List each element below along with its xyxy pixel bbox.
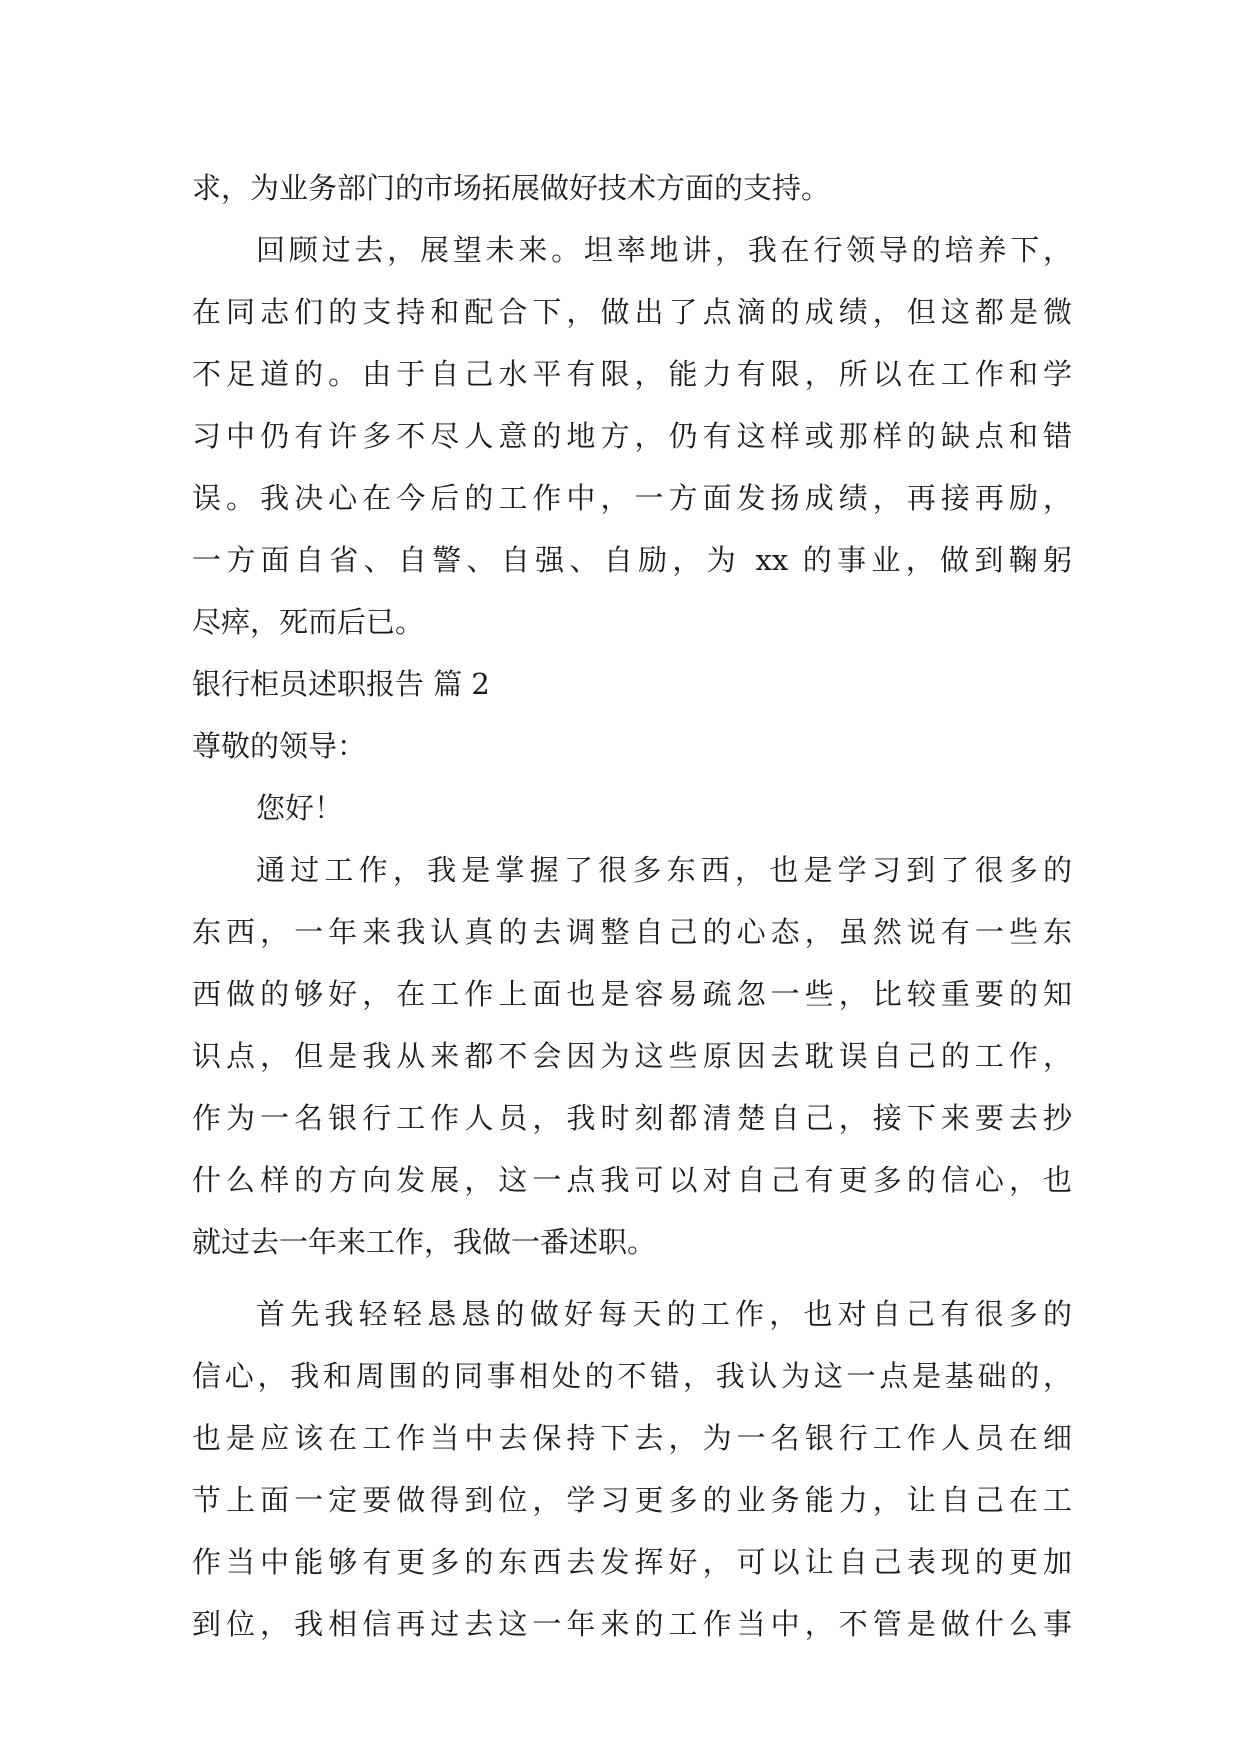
paragraph-line-5: 习中仍有许多不尽人意的地方，仍有这样或那样的缺点和错 (192, 419, 1072, 453)
section-heading: 银行柜员述职报告 篇 2 (192, 667, 490, 701)
paragraph-line-19: 首先我轻轻恳恳的做好每天的工作，也对自己有很多的 (256, 1297, 1072, 1331)
paragraph-line-20: 信心，我和周围的同事相处的不错，我认为这一点是基础的， (192, 1359, 1072, 1393)
paragraph-line-24: 到位，我相信再过去这一年来的工作当中，不管是做什么事 (192, 1607, 1072, 1641)
paragraph-line-17: 什么样的方向发展，这一点我可以对自己有更多的信心，也 (192, 1163, 1072, 1197)
paragraph-line-23: 作当中能够有更多的东西去发挥好，可以让自己表现的更加 (192, 1545, 1072, 1579)
paragraph-line-6: 误。我决心在今后的工作中，一方面发扬成绩，再接再励， (192, 481, 1072, 515)
paragraph-line-21: 也是应该在工作当中去保持下去，为一名银行工作人员在细 (192, 1421, 1072, 1455)
paragraph-line-3: 在同志们的支持和配合下，做出了点滴的成绩，但这都是微 (192, 295, 1072, 329)
paragraph-line-13: 东西，一年来我认真的去调整自己的心态，虽然说有一些东 (192, 915, 1072, 949)
paragraph-line-15: 识点，但是我从来都不会因为这些原因去耽误自己的工作， (192, 1039, 1072, 1073)
paragraph-line-14: 西做的够好，在工作上面也是容易疏忽一些，比较重要的知 (192, 977, 1072, 1011)
paragraph-line-8: 尽瘁，死而后已。 (192, 605, 425, 639)
paragraph-line-7: 一方面自省、自警、自强、自励，为 xx 的事业，做到鞠躬 (192, 543, 1072, 577)
paragraph-line-18: 就过去一年来工作，我做一番述职。 (192, 1225, 657, 1259)
paragraph-line-16: 作为一名银行工作人员，我时刻都清楚自己，接下来要去抄 (192, 1101, 1072, 1135)
paragraph-line-1: 求，为业务部门的市场拓展做好技术方面的支持。 (192, 171, 831, 205)
paragraph-line-12: 通过工作，我是掌握了很多东西，也是学习到了很多的 (256, 853, 1072, 887)
salutation: 尊敬的领导： (192, 729, 367, 763)
greeting: 您好！ (256, 791, 344, 825)
paragraph-line-22: 节上面一定要做得到位，学习更多的业务能力，让自己在工 (192, 1483, 1072, 1517)
paragraph-line-2: 回顾过去，展望未来。坦率地讲，我在行领导的培养下， (256, 233, 1072, 267)
paragraph-line-4: 不足道的。由于自己水平有限，能力有限，所以在工作和学 (192, 357, 1072, 391)
